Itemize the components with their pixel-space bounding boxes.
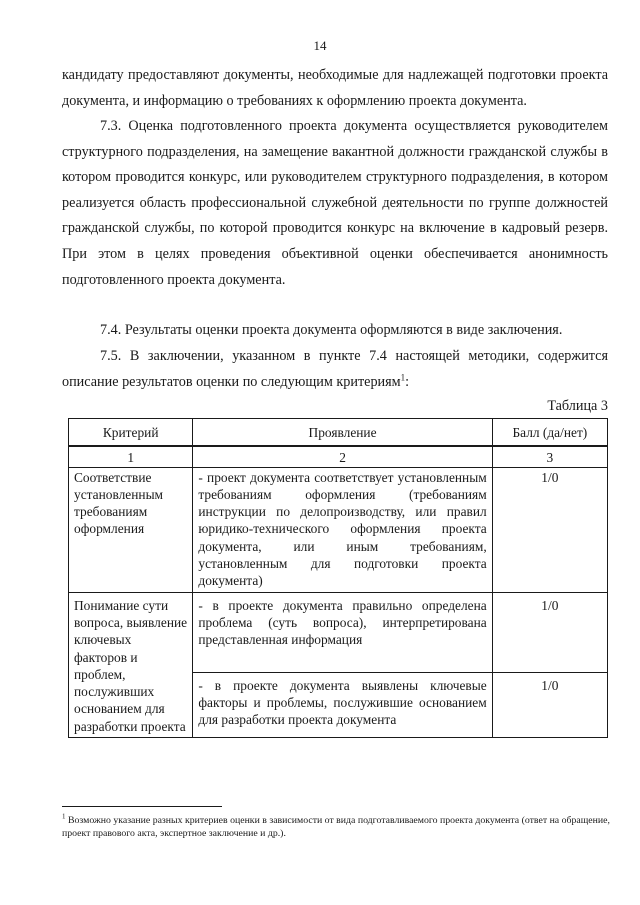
table-caption: Таблица 3 — [547, 398, 608, 414]
score-cell: 1/0 — [492, 672, 607, 737]
column-number: 2 — [193, 446, 492, 467]
paragraph-text: 7.4. Результаты оценки проекта документа оформляются в виде заключения. — [100, 322, 563, 338]
header-manifestation: Проявление — [193, 419, 492, 447]
paragraph-7-5-text: 7.5. В заключении, указанном в пункте 7.4 настоящей методики, содержится описание результатов оценки по следующим критериям — [62, 348, 608, 390]
paragraph-text: кандидату предоставляют документы, необходимые для надлежащей подготовки проекта документа, и информацию о требованиях к оформлению проекта документа. — [62, 67, 608, 109]
footnote-reference[interactable]: 1 — [400, 371, 406, 382]
manifestation-cell: - в проекте документа правильно определена проблема (суть вопроса), интерпретирована представленная информация — [193, 592, 492, 672]
table-row — [69, 467, 608, 592]
paragraph-text: 7.3. Оценка подготовленного проекта документа осуществляется руководителем структурного подразделения, на замещение вакантной должности гражданской службы в котором проводится конкурс, или руководителем структурного подразделения, в котором реализуется область профессиональной служебной деятельности по группе должностей гражданской службы, по которой проводится конкурс на включение в кадровый резерв. При этом в целях проведения объективной оценки обеспечивается анонимность подготовленного проекта документа. — [62, 118, 608, 288]
criteria-table — [68, 418, 608, 738]
score-cell: 1/0 — [492, 467, 607, 592]
table-row — [69, 592, 608, 672]
header-score: Балл (да/нет) — [492, 419, 607, 447]
manifestation-cell: - в проекте документа выявлены ключевые факторы и проблемы, послужившие основанием для разработки проекта документа — [193, 672, 492, 737]
manifestation-cell: - проект документа соответствует установленным требованиям оформления (требованиям инструкции по делопроизводству, или правил юридико-технического оформления проекта документа, или иным требованиям, установленным для подготовки проекта документа) — [193, 467, 492, 592]
score-cell: 1/0 — [492, 592, 607, 672]
table-header-row — [69, 419, 608, 447]
column-number: 1 — [69, 446, 193, 467]
paragraph-7-4 — [62, 318, 608, 344]
column-number: 3 — [492, 446, 607, 467]
footnote — [62, 814, 614, 840]
paragraph-7-3 — [62, 114, 608, 293]
page-number: 14 — [313, 38, 327, 53]
footnote-marker: 1 — [62, 812, 66, 821]
header-criterion: Критерий — [69, 419, 193, 447]
footnote-separator — [62, 806, 222, 807]
paragraph-continuation — [62, 63, 608, 114]
paragraph-7-5-end: : — [405, 373, 410, 390]
footnote-text: Возможно указание разных критериев оценки в зависимости от вида подготавливаемого проекта документа (ответ на обращение, проект правового акта, экспертное заключение и др.). — [62, 815, 610, 839]
column-number-row — [69, 446, 608, 467]
criterion-cell: Понимание сути вопроса, выявление ключевых факторов и проблем, послуживших основанием для разработки проекта — [69, 592, 193, 737]
paragraph-7-5 — [62, 344, 608, 395]
paragraph-text — [62, 344, 608, 395]
criterion-cell: Соответствие установленным требованиям оформления — [69, 467, 193, 592]
